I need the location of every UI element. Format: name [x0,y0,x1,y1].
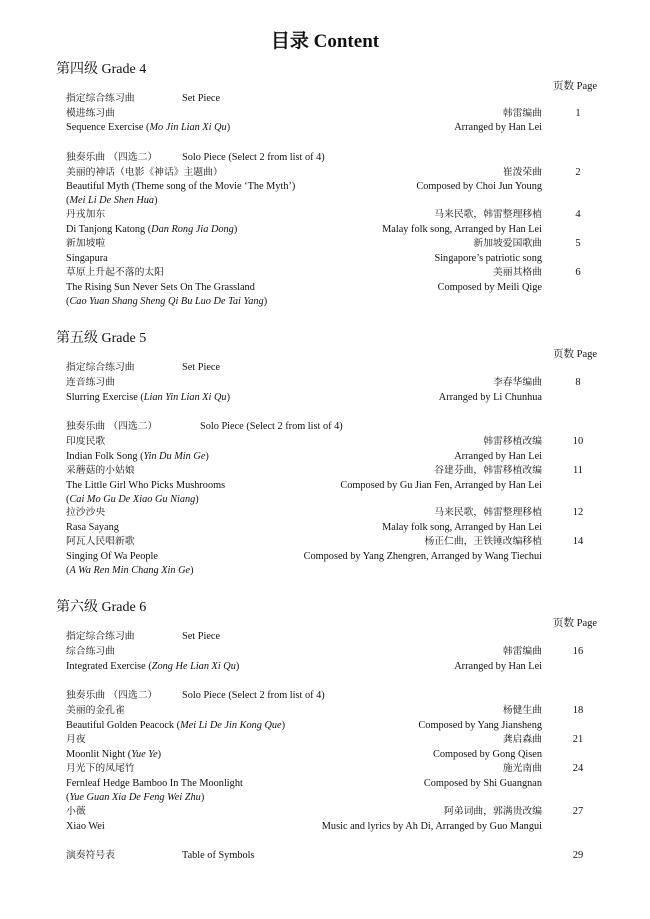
list-item-en: Singing Of Wa People Composed by Yang Zhengren, Arranged by Wang Tiechui [66,551,542,562]
list-item-en: Xiao Wei Music and lyrics by Ah Di, Arranged by Guo Mangui [66,821,542,832]
list-item-romanization: (Mei Li De Shen Hua) [66,195,158,206]
list-item: 美丽的神话（电影《神话》主题曲） 崔泼荣曲 [66,167,542,178]
list-item-en: Singapura Singapore’s patriotic song [66,253,542,264]
set-piece-title-en: Sequence Exercise (Mo Jin Lian Xi Qu) Arranged by Han Lei [66,122,542,133]
page-number: 1 [575,108,581,119]
set-piece-title-en: Integrated Exercise (Zong He Lian Xi Qu) Arranged by Han Lei [66,661,542,672]
page-number: 21 [572,734,584,745]
list-item: 月夜 龚启森曲 [66,734,542,745]
page-number: 4 [575,209,581,220]
solo-piece-label: 独奏乐曲 （四选二） Solo Piece (Select 2 from list of 4) [66,421,343,432]
page-number: 2 [575,167,581,178]
list-item: 印度民歌 韩雷移植改编 [66,436,542,447]
page-column-header: 页数 Page [553,349,598,360]
page-number: 29 [572,850,584,861]
page-column-header: 页数 Page [553,618,598,629]
list-item: 丹戎加东 马来民歌，韩雷整理移植 [66,209,542,220]
page-number: 11 [572,465,584,476]
list-item: 小薇 阿弟词曲，郭满贵改编 [66,806,542,817]
grade-4-heading: 第四级 Grade 4 [56,62,147,77]
list-item: 阿瓦人民唱新歌 杨正仁曲，王铁锤改编移植 [66,536,542,547]
page-column-header: 页数 Page [553,81,598,92]
page-number: 6 [575,267,581,278]
list-item: 草原上升起不落的太阳 美丽其格曲 [66,267,542,278]
table-of-symbols-entry: 演奏符号表 Table of Symbols [66,850,255,861]
page-number: 5 [575,238,581,249]
set-piece-label: 指定综合练习曲 Set Piece [66,93,221,104]
set-piece-title-cn: 模进练习曲 韩雷编曲 [66,108,542,119]
list-item: 拉沙沙央 马来民歌，韩雷整理移植 [66,507,542,518]
page-number: 12 [572,507,584,518]
set-piece-label: 指定综合练习曲 Set Piece [66,362,221,373]
page-number: 27 [572,806,584,817]
set-piece-label: 指定综合练习曲 Set Piece [66,631,221,642]
page-number: 14 [572,536,584,547]
list-item-romanization: (A Wa Ren Min Chang Xin Ge) [66,565,194,576]
list-item: 月光下的凤尾竹 施光南曲 [66,763,542,774]
page-title: 目录 Content [270,31,380,52]
list-item-romanization: (Yue Guan Xia De Feng Wei Zhu) [66,792,205,803]
list-item-en: Moonlit Night (Yue Ye) Composed by Gong Qisen [66,749,542,760]
set-piece-title-en: Slurring Exercise (Lian Yin Lian Xi Qu) Arranged by Li Chunhua [66,392,542,403]
list-item-en: Beautiful Myth (Theme song of the Movie ‘The Myth’) Composed by Choi Jun Young [66,181,542,192]
page-number: 24 [572,763,584,774]
list-item-en: The Rising Sun Never Sets On The Grassland Composed by Meili Qige [66,282,542,293]
set-piece-title-cn: 连音练习曲 李春华编曲 [66,377,542,388]
list-item-en: Indian Folk Song (Yin Du Min Ge) Arranged by Han Lei [66,451,542,462]
list-item-en: Di Tanjong Katong (Dan Rong Jia Dong) Malay folk song, Arranged by Han Lei [66,224,542,235]
page-number: 18 [572,705,584,716]
list-item-en: Beautiful Golden Peacock (Mei Li De Jin Kong Que) Composed by Yang Jiansheng [66,720,542,731]
list-item-en: Fernleaf Hedge Bamboo In The Moonlight Composed by Shi Guangnan [66,778,542,789]
list-item: 新加坡啦 新加坡爱国歌曲 [66,238,542,249]
list-item-romanization: (Cai Mo Gu De Xiao Gu Niang) [66,494,199,505]
solo-piece-label: 独奏乐曲 （四选二） Solo Piece (Select 2 from list of 4) [66,690,325,701]
grade-5-heading: 第五级 Grade 5 [56,331,147,346]
list-item: 采蘑菇的小姑娘 谷建芬曲，韩雷移植改编 [66,465,542,476]
list-item-en: The Little Girl Who Picks Mushrooms Composed by Gu Jian Fen, Arranged by Han Lei [66,480,542,491]
solo-piece-label: 独奏乐曲 （四选二） Solo Piece (Select 2 from list of 4) [66,152,325,163]
page-number: 10 [572,436,584,447]
set-piece-title-cn: 综合练习曲 韩雷编曲 [66,646,542,657]
page-number: 16 [572,646,584,657]
page-number: 8 [575,377,581,388]
list-item-romanization: (Cao Yuan Shang Sheng Qi Bu Luo De Tai Yang) [66,296,268,307]
grade-6-heading: 第六级 Grade 6 [56,600,147,615]
list-item-en: Rasa Sayang Malay folk song, Arranged by Han Lei [66,522,542,533]
list-item: 美丽的金孔雀 杨健生曲 [66,705,542,716]
